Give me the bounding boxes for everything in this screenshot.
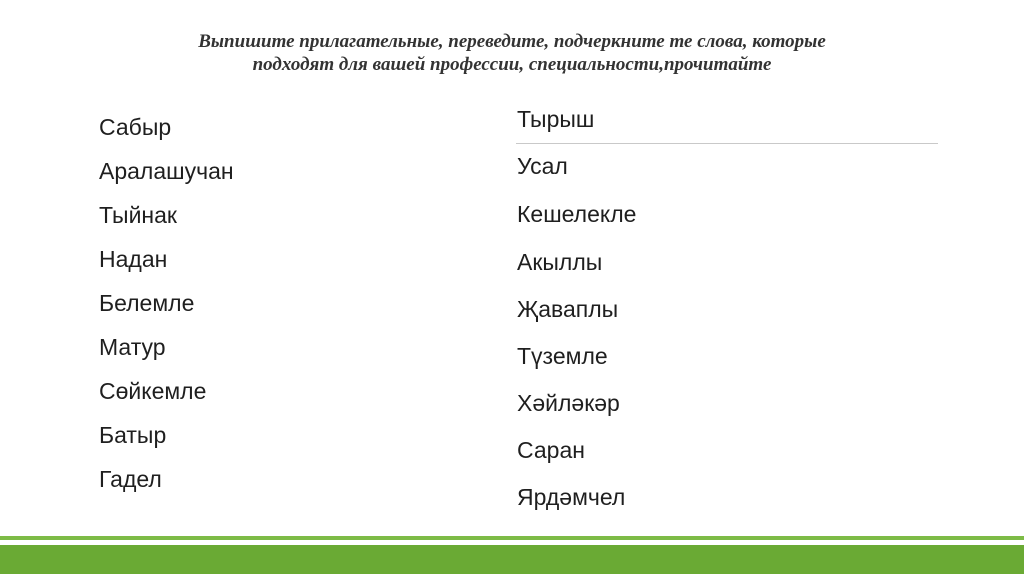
right-word-6: Түземле (517, 343, 608, 369)
left-word-4: Надан (99, 246, 168, 272)
footer-accent-line (0, 536, 1024, 540)
right-word-5: Җаваплы (517, 296, 619, 322)
left-word-3: Тыйнак (99, 202, 177, 228)
right-word-4: Акыллы (517, 249, 603, 275)
right-word-3: Кешелекле (517, 201, 637, 227)
left-word-1: Сабыр (99, 114, 172, 140)
title-line-1: Выпишите прилагательные, переведите, подчеркните те слова, которые (198, 31, 826, 52)
left-word-8: Батыр (99, 422, 167, 448)
right-word-8: Саран (517, 437, 585, 463)
column-divider-line (516, 143, 938, 144)
right-word-1: Тырыш (517, 106, 595, 132)
left-word-5: Белемле (99, 290, 195, 316)
right-word-9: Ярдәмчел (517, 484, 626, 510)
left-word-2: Аралашучан (99, 158, 234, 184)
footer-bar (0, 545, 1024, 574)
slide-title (60, 30, 964, 76)
left-word-7: Сөйкемле (99, 378, 207, 404)
title-line-2: подходят для вашей профессии, специальности,прочитайте (252, 54, 772, 75)
left-word-9: Гадел (99, 466, 162, 492)
left-word-6: Матур (99, 334, 166, 360)
right-word-7: Хәйләкәр (517, 390, 620, 416)
right-word-2: Усал (517, 153, 568, 179)
